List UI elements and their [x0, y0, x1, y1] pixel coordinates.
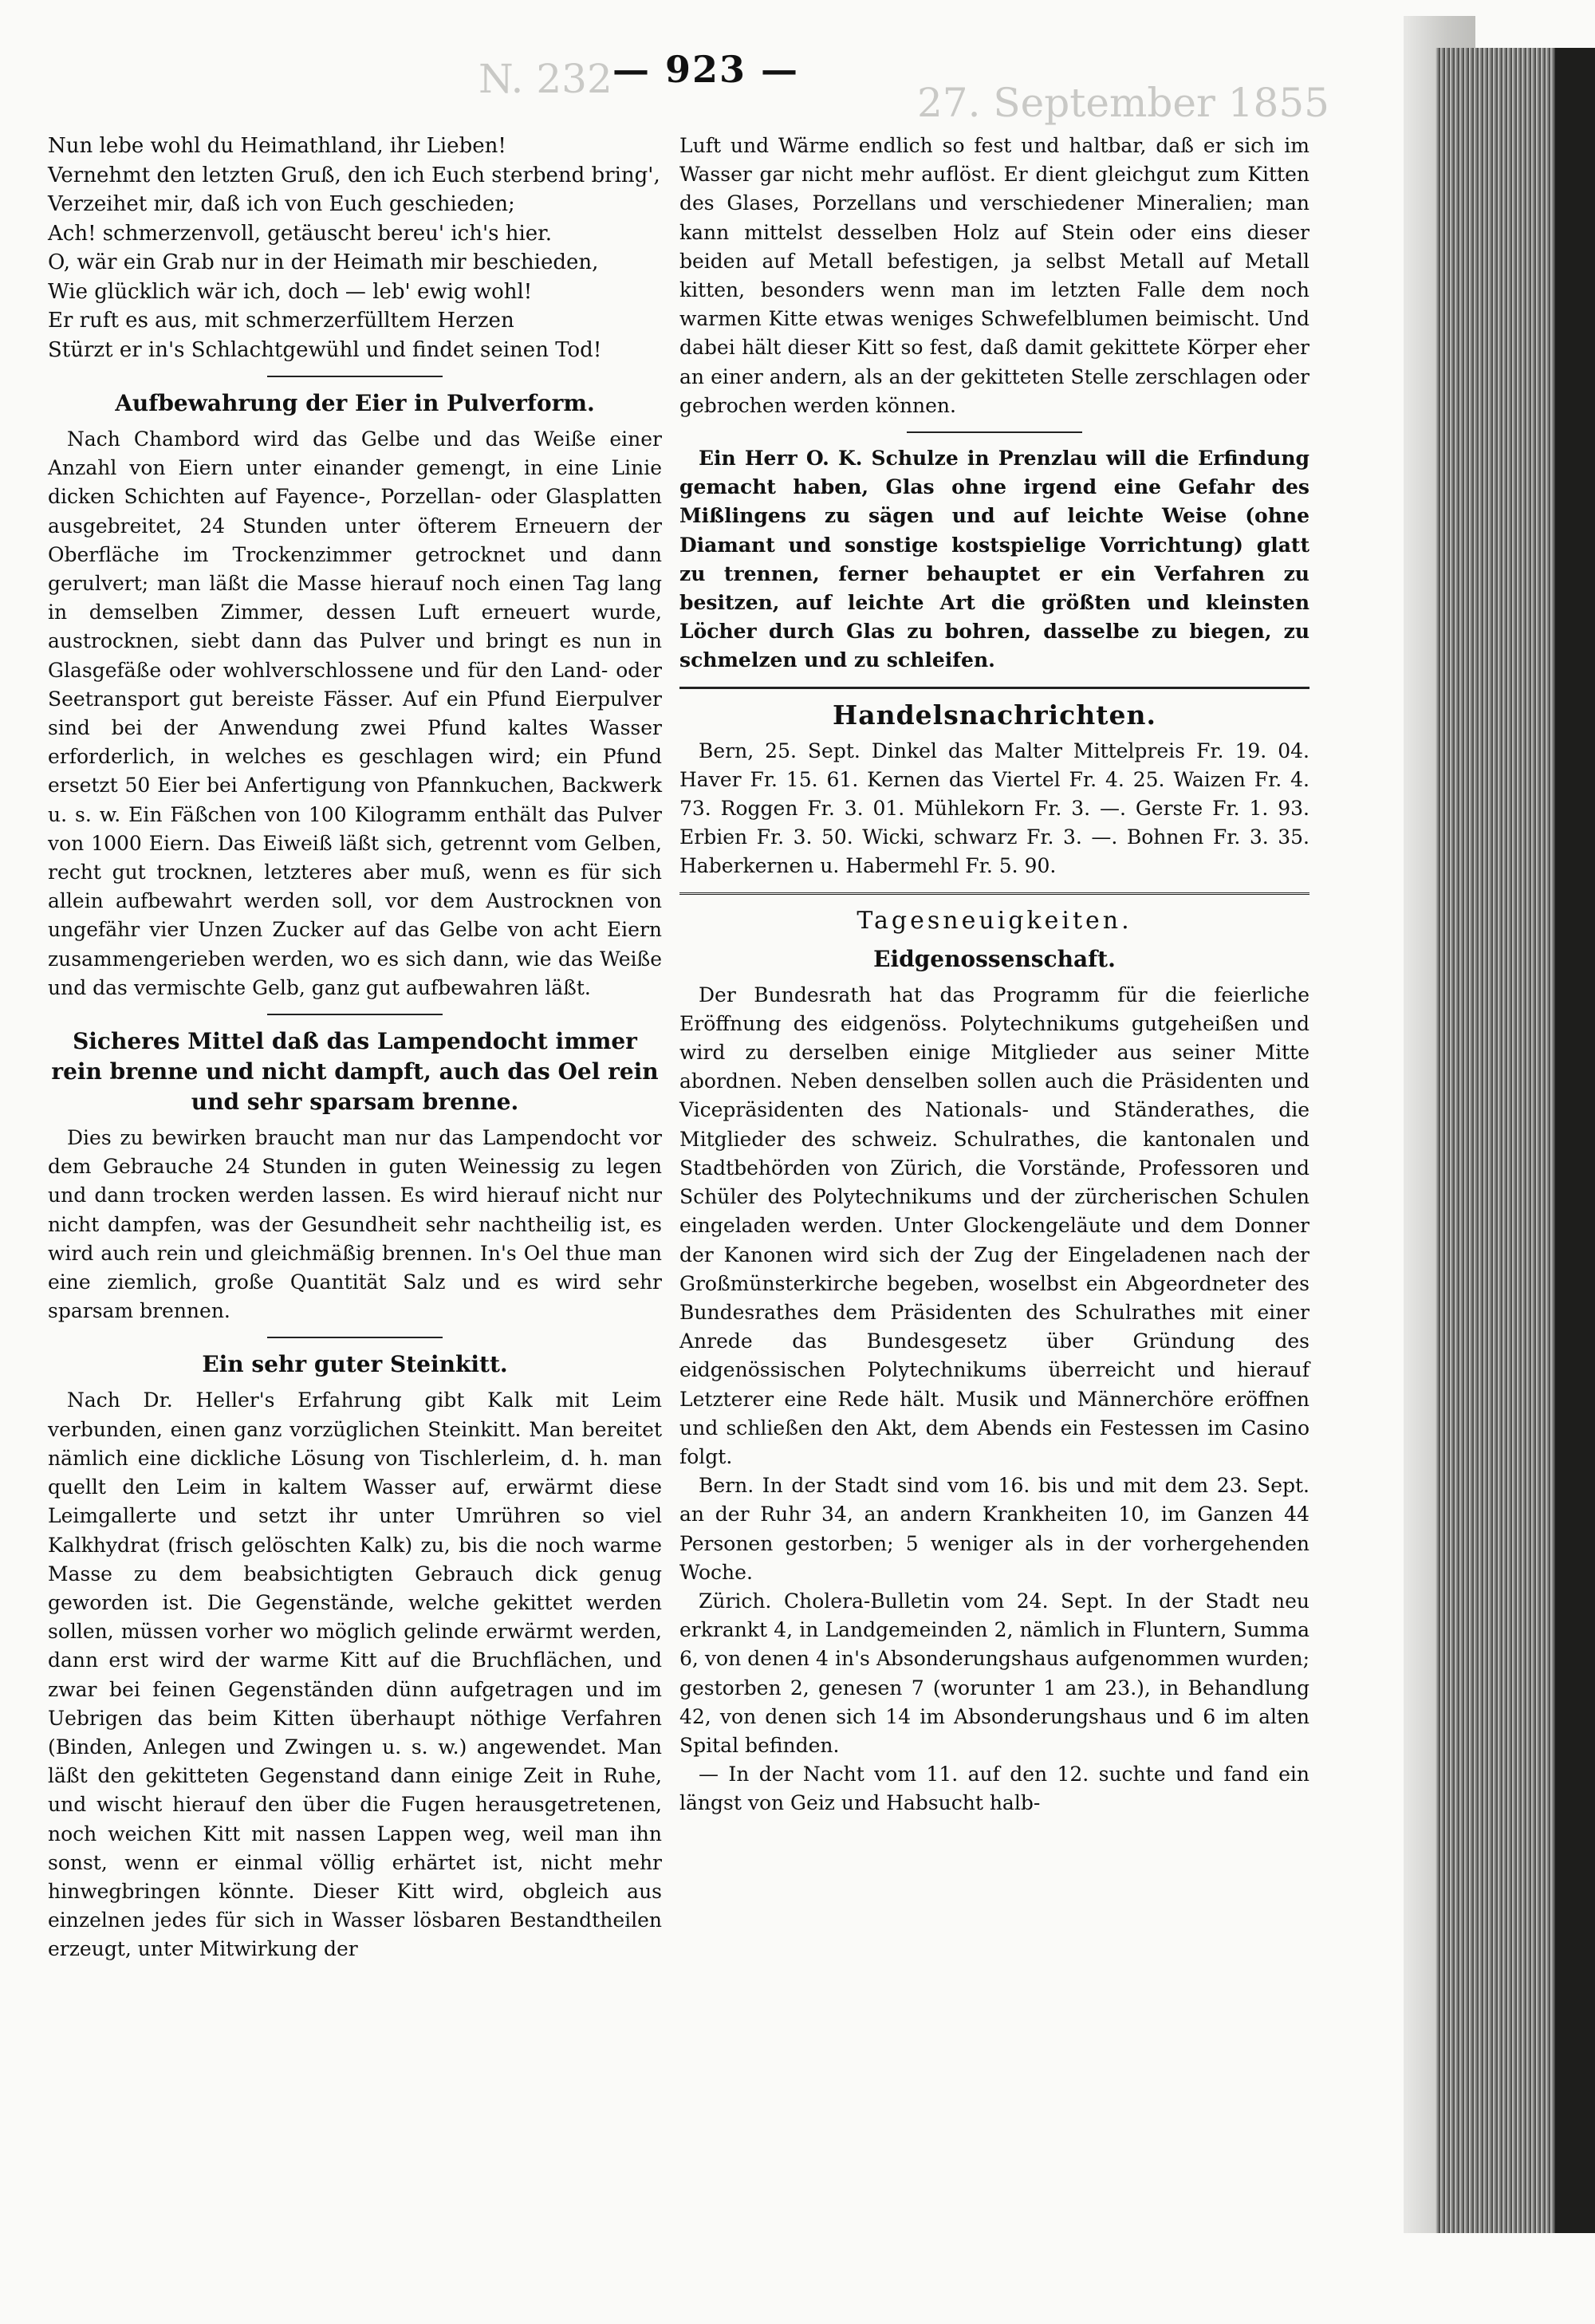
section-heading-handel: Handelsnachrichten. [833, 699, 1156, 731]
page-number: — 923 — [612, 48, 800, 91]
section-divider [267, 1014, 443, 1015]
section-divider-double [679, 892, 1309, 895]
article-text-eier: Nach Chambord wird das Gelbe und das Weiße einer Anzahl von Eiern unter einander gemengt, in eine Linie dicken Schichten auf Fayence-, Porzellan- oder Glasplatten ausgebreitet, 24 Stunden unter öfterem Erneuern der Oberfläche im Trockenzimmer getrocknet und dann gerulvert; man läßt die Masse hierauf noch einen Tag lang in demselben Zimmer, dessen Luft erneuert wurde, austrocknen, siebt dann das Pulver und bringt es nun in Glasgefäße oder wohlverschlossene und für den Land- oder Seetransport gut bereiste Fässer. Auf ein Pfund Eierpulver sind bei der Anwendung zwei Pfund kaltes Wasser erforderlich, in welches es geschlagen wird; ein Pfund ersetzt 50 Eier bei Anfertigung von Pfannkuchen, Backwerk u. s. w. Ein Fäßchen von 100 Kilogramm enthält das Pulver von 1000 Eiern. Das Eiweiß läßt sich, getrennt vom Gelben, recht gut trocknen, letzteres aber muß, wenn es für sich allein aufbewahrt werden soll, vor dem Austrocknen von ungefähr vier Unzen Zucker auf das Gelbe von acht Eiern zusammengerieben werden, wo es sich dann, wie das Weiße und das vermischte Gelb, ganz gut aufbewahren läßt. [48, 427, 662, 999]
poem-line: Nun lebe wohl du Heimathland, ihr Lieben! [48, 134, 506, 158]
poem-line: Vernehmt den letzten Gruß, den ich Euch sterbend bring', [48, 163, 660, 187]
article-text-lampe: Dies zu bewirken braucht man nur das Lampendocht vor dem Gebrauche 24 Stunden in guten Weinessig zu legen und dann trocken werden lassen. Es wird hierauf nicht nur nicht dampfen, was der Gesundheit sehr nachtheilig ist, es wird auch rein und gleichmäßig brennen. In's Oel thue man eine ziemlich, große Quantität Salz und es wird sehr sparsam brennen. [48, 1126, 662, 1323]
poem [48, 132, 662, 364]
article-text-bundesrath: Der Bundesrath hat das Programm für die feierliche Eröffnung des eidgenöss. Polytechnikums gutgeheißen und wird zu derselben einige Mitglieder aus seiner Mitte abordnen. Neben denselben sollen auch die Präsidenten und Vicepräsidenten des Nationals- und Ständerathes, die Mitglieder des schweiz. Schulrathes, die kantonalen und Stadtbehörden von Zürich, die Vorstände, Professoren und Schüler des Polytechnikums und der zürcherischen Schulen eingeladen werden. Unter Glockengeläute und dem Donner der Kanonen wird sich der Zug der Eingeladenen nach der Großmünsterkirche begeben, woselbst ein Abgeordneter des Bundesrathes dem Präsidenten des Schulrathes mit einer Anrede das Bundesgesetz über Gründung des eidgenössischen Polytechnikums überreicht und hierauf Letzterer eine Rede hält. Musik und Männerchöre eröffnen und schließen den Akt, dem Abends ein Festessen im Casino folgt. [679, 983, 1309, 1468]
poem-line: Verzeihet mir, daß ich von Euch geschieden; [48, 192, 515, 216]
article-text-steinkitt: Nach Dr. Heller's Erfahrung gibt Kalk mit Leim verbunden, einen ganz vorzüglichen Steinkitt. Man bereitet nämlich eine dickliche Lösung von Tischlerleim, d. h. man quellt den Leim in kaltem Wasser auf, erwärmt diese Leimgallerte und setzt ihr unter Umrühren so viel Kalkhydrat (frisch gelöschten Kalk) zu, bis die noch warme Masse zu dem beabsichtigten Gebrauch dick genug geworden ist. Die Gegenstände, welche gekittet werden sollen, müssen vorher wo möglich gelinde erwärmt werden, dann erst wird der warme Kitt auf die Bruchflächen, und zwar bei feinen Gegenständen dünn aufgetragen und im Uebrigen das beim Kitten überhaupt nöthige Verfahren (Binden, Anlegen und Zwingen u. s. w.) angewendet. Man läßt den gekitteten Gegenstand dann einige Zeit in Ruhe, und wischt hierauf den über die Fugen herausgetretenen, noch weichen Kitt mit nassen Lappen weg, weil man ihn sonst, wenn er einmal völlig erhärtet ist, nicht mehr hinwegbringen könnte. Dieser Kitt wird, obgleich aus einzelnen jedes für sich in Wasser lösbaren Bestandtheilen erzeugt, unter Mitwirkung der [48, 1388, 662, 1961]
bleed-through-date: 27. September 1855 [917, 80, 1329, 126]
right-column [679, 132, 1309, 1818]
poem-line: Er ruft es aus, mit schmerzerfülltem Herzen [48, 309, 514, 333]
bleed-through-number: N. 232 [478, 56, 612, 102]
book-spine-edge [1555, 48, 1595, 2233]
article-text-handel: Bern, 25. Sept. Dinkel das Malter Mittelpreis Fr. 19. 04. Haver Fr. 15. 61. Kernen das Viertel Fr. 4. 25. Waizen Fr. 4. 73. Roggen Fr. 3. 01. Mühlekorn Fr. 3. —. Gerste Fr. 1. 93. Erbien Fr. 3. 50. Wicki, schwarz Fr. 3. —. Bohnen Fr. 3. 35. Haberkernen u. Habermehl Fr. 5. 90. [679, 739, 1309, 878]
section-divider [907, 431, 1082, 433]
subheading-eidgenossenschaft: Eidgenossenschaft. [873, 945, 1116, 972]
poem-line: O, wär ein Grab nur in der Heimath mir beschieden, [48, 250, 599, 274]
article-text-bern: Bern. In der Stadt sind vom 16. bis und mit dem 23. Sept. an der Ruhr 34, an andern Krankheiten 10, im Ganzen 44 Personen gestorben; 5 weniger als in der vorhergehenden Woche. [679, 1474, 1309, 1584]
section-divider-long [679, 687, 1309, 689]
article-text-nacht: — In der Nacht vom 11. auf den 12. suchte und fand ein längst von Geiz und Habsucht halb- [679, 1763, 1309, 1815]
poem-line: Ach! schmerzenvoll, getäuscht bereu' ich's hier. [48, 221, 552, 246]
left-column [48, 132, 662, 1964]
section-divider [267, 1337, 443, 1338]
article-text-zuerich: Zürich. Cholera-Bulletin vom 24. Sept. In der Stadt neu erkrankt 4, in Landgemeinden 2, nämlich in Fluntern, Summa 6, von denen 4 in's Absonderungshaus aufgenommen wurden; gestorben 2, genesen 7 (worunter 1 am 23.), in Behandlung 42, von denen sich 14 im Absonderungshaus und 6 im alten Spital befinden. [679, 1589, 1309, 1757]
section-heading-tagesneuigkeiten: Tagesneuigkeiten. [857, 906, 1132, 935]
article-heading-eier: Aufbewahrung der Eier in Pulverform. [115, 390, 595, 416]
poem-line: Wie glücklich wär ich, doch — leb' ewig wohl! [48, 279, 533, 304]
newspaper-page [32, 40, 1380, 2082]
poem-line: Stürzt er in's Schlachtgewühl und findet seinen Tod! [48, 337, 602, 362]
article-text-steinkitt-continued: Luft und Wärme endlich so fest und haltbar, daß er sich im Wasser gar nicht mehr auflöst. Er dient gleichgut zum Kitten des Glases, Porzellans und verschiedener Mineralien; man kann mittelst desselben Holz auf Stein oder eins dieser beiden auf Metall befestigen, ja selbst Metall auf Metall kitten, besonders wenn man im letzten Falle dem noch warmen Kitte etwas weniges Schwefelblumen beimischt. Und dabei hält dieser Kitt so fest, daß damit gekittete Körper eher an einer andern, als an der gekitteten Stelle zerschlagen oder gebrochen werden können. [679, 134, 1309, 417]
article-text-schulze: Ein Herr O. K. Schulze in Prenzlau will die Erfindung gemacht haben, Glas ohne irgend eine Gefahr des Mißlingens zu sägen und auf leichte Weise (ohne Diamant und sonstige kostspielige Vorrichtung) glatt zu trennen, ferner behauptet er ein Verfahren zu besitzen, auf leichte Art die größten und kleinsten Löcher durch Glas zu bohren, dasselbe zu biegen, zu schmelzen und zu schleifen. [679, 447, 1309, 672]
section-divider [267, 376, 443, 377]
article-heading-steinkitt: Ein sehr guter Steinkitt. [202, 1351, 508, 1378]
article-heading-lampe: Sicheres Mittel daß das Lampendocht immer rein brenne und nicht dampft, auch das Oel rein und sehr sparsam brenne. [51, 1028, 659, 1116]
